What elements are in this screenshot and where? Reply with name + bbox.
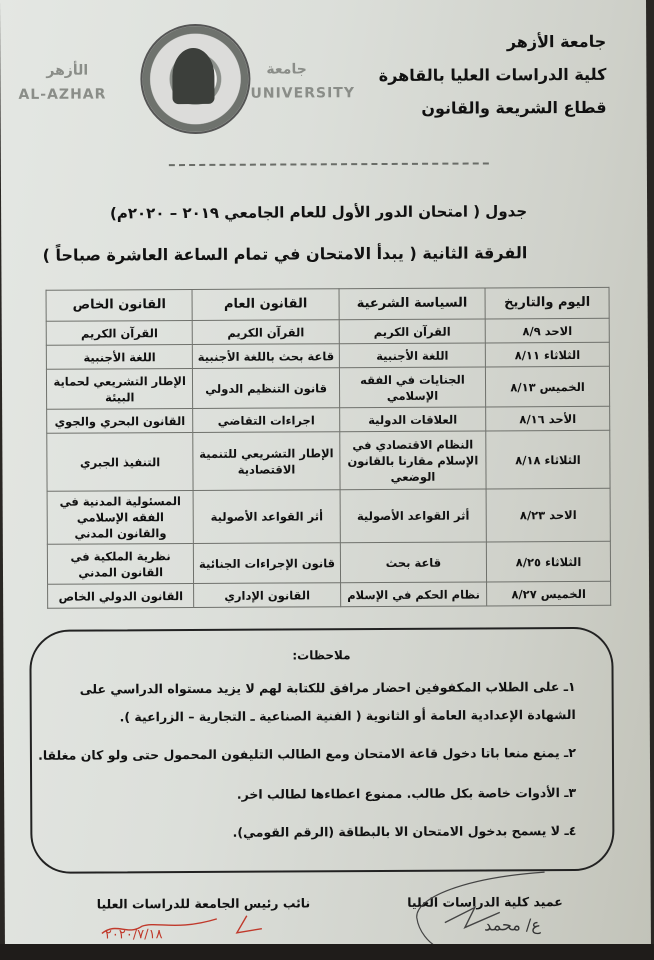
cell: أثر القواعد الأصولية (193, 490, 340, 544)
cell: قانون الإجراءات الجنائية (194, 543, 341, 584)
cell: القانون البحري والجوي (47, 408, 194, 433)
table-row (47, 430, 610, 491)
cell: القانون الإداري (194, 583, 340, 608)
dashed-divider (169, 162, 489, 166)
table-row (47, 488, 610, 544)
note-item-4: ٤ـ لا يسمح بدخول الامتحان الا بالبطاقة (الرقم القومي). (232, 822, 577, 840)
table-row (47, 541, 610, 584)
cell: قاعة بحث (340, 542, 487, 583)
cell: القرآن الكريم (339, 319, 485, 344)
university-name: جامعة الأزهر (506, 31, 607, 52)
cell: الجنايات في الفقه الإسلامي (339, 367, 486, 408)
cell: القرآن الكريم (193, 320, 339, 345)
note-item-2: ٢ـ يمنع منعا باتا دخول قاعة الامتحان ومع الطالب التليفون المحمول حتى ولو كان مغلقا. (38, 744, 576, 763)
notes-title: ملاحظات: (292, 648, 351, 663)
dean-signature: ع/ محمد (484, 915, 541, 935)
cell-date: الاحد ٨/٩ (485, 318, 609, 343)
cell: نظام الحكم في الإسلام (340, 582, 486, 607)
table-row (48, 581, 611, 608)
cell: اجراءات التقاضي (193, 408, 339, 433)
cell: القرآن الكريم (46, 320, 193, 345)
cell: نظرية الملكية في القانون المدني (47, 543, 194, 584)
header-sharia-politics: السياسة الشرعية (339, 288, 486, 320)
cell: الإطار التشريعي للتنمية الاقتصادية (193, 432, 340, 491)
note-item-3: ٣ـ الأدوات خاصة بكل طالب. ممنوع اعطاءها لطالب اخر. (236, 784, 577, 802)
schedule-subtitle: الفرقة الثانية ( يبدأ الامتحان في تمام الساعة العاشرة صباحاً ) (42, 243, 528, 265)
table-row (46, 342, 609, 369)
cell-date: الخميس ٨/٢٧ (487, 581, 611, 606)
exam-schedule-table (46, 287, 612, 609)
sector-name: قطاع الشريعة والقانون (421, 97, 607, 118)
table-header-row (46, 287, 609, 321)
cell-date: الأحد ٨/١٦ (486, 406, 610, 431)
logo-arabic-right: جامعة (266, 61, 307, 78)
cell: العلاقات الدولية (339, 407, 485, 432)
logo-arabic-left: الأزهر (46, 62, 89, 79)
university-seal-icon (140, 24, 251, 135)
cell: قاعة بحث باللغة الأجنبية (193, 344, 339, 369)
cell-date: الاحد ٨/٢٣ (486, 488, 610, 542)
logo-english-left: AL-AZHAR (18, 86, 107, 103)
cell: أثر القواعد الأصولية (340, 489, 487, 543)
al-azhar-logo (18, 23, 355, 135)
cell-date: الثلاثاء ٨/١٨ (486, 430, 610, 489)
cell: اللغة الأجنبية (46, 344, 193, 369)
cell: القانون الدولي الخاص (48, 583, 195, 608)
institution-header (366, 25, 607, 125)
cell: اللغة الأجنبية (339, 343, 485, 368)
cell: قانون التنظيم الدولي (193, 368, 340, 409)
cell: النظام الاقتصادي في الإسلام مقارنا بالقانون الوضعي (340, 431, 487, 490)
vp-signature-date: ٢٠٢٠/٧/١٨ (104, 927, 163, 943)
cell-date: الثلاثاء ٨/١١ (485, 342, 609, 367)
table-row (47, 406, 610, 433)
faculty-name: كلية الدراسات العليا بالقاهرة (378, 64, 607, 86)
dean-signature-stroke-icon (405, 867, 555, 948)
note-item-1: ١ـ على الطلاب المكفوفين احضار مرافق للكتابة لهم لا يزيد مستواه الدراسي على الشهادة الإعدادية العامة أو الثانوية ( الفنية الصناعية ـ التجارية – الزراعية ). (79, 678, 576, 725)
logo-english-right: UNIVERSITY (250, 85, 355, 102)
background-surface (0, 944, 654, 960)
notes-box (29, 627, 614, 874)
cell-date: الخميس ٨/١٣ (486, 366, 610, 407)
cell-date: الثلاثاء ٨/٢٥ (486, 541, 610, 582)
header-private-law: القانون الخاص (46, 289, 193, 321)
header-public-law: القانون العام (192, 289, 339, 321)
table-row (46, 318, 609, 345)
dean-signature-title: عميد كلية الدراسات العليا (407, 894, 563, 910)
cell: الإطار التشريعي لحماية البيئة (46, 368, 193, 409)
schedule-title: جدول ( امتحان الدور الأول للعام الجامعي ٢٠١٩ – ٢٠٢٠م) (109, 202, 528, 223)
header-day-date: اليوم والتاريخ (485, 287, 609, 319)
cell: التنفيذ الجبري (47, 432, 194, 491)
vp-signature-title: نائب رئيس الجامعة للدراسات العليا (96, 895, 311, 912)
cell: المسئولية المدنية في الفقه الإسلامي والقانون المدني (47, 490, 194, 544)
table-row (46, 366, 609, 409)
